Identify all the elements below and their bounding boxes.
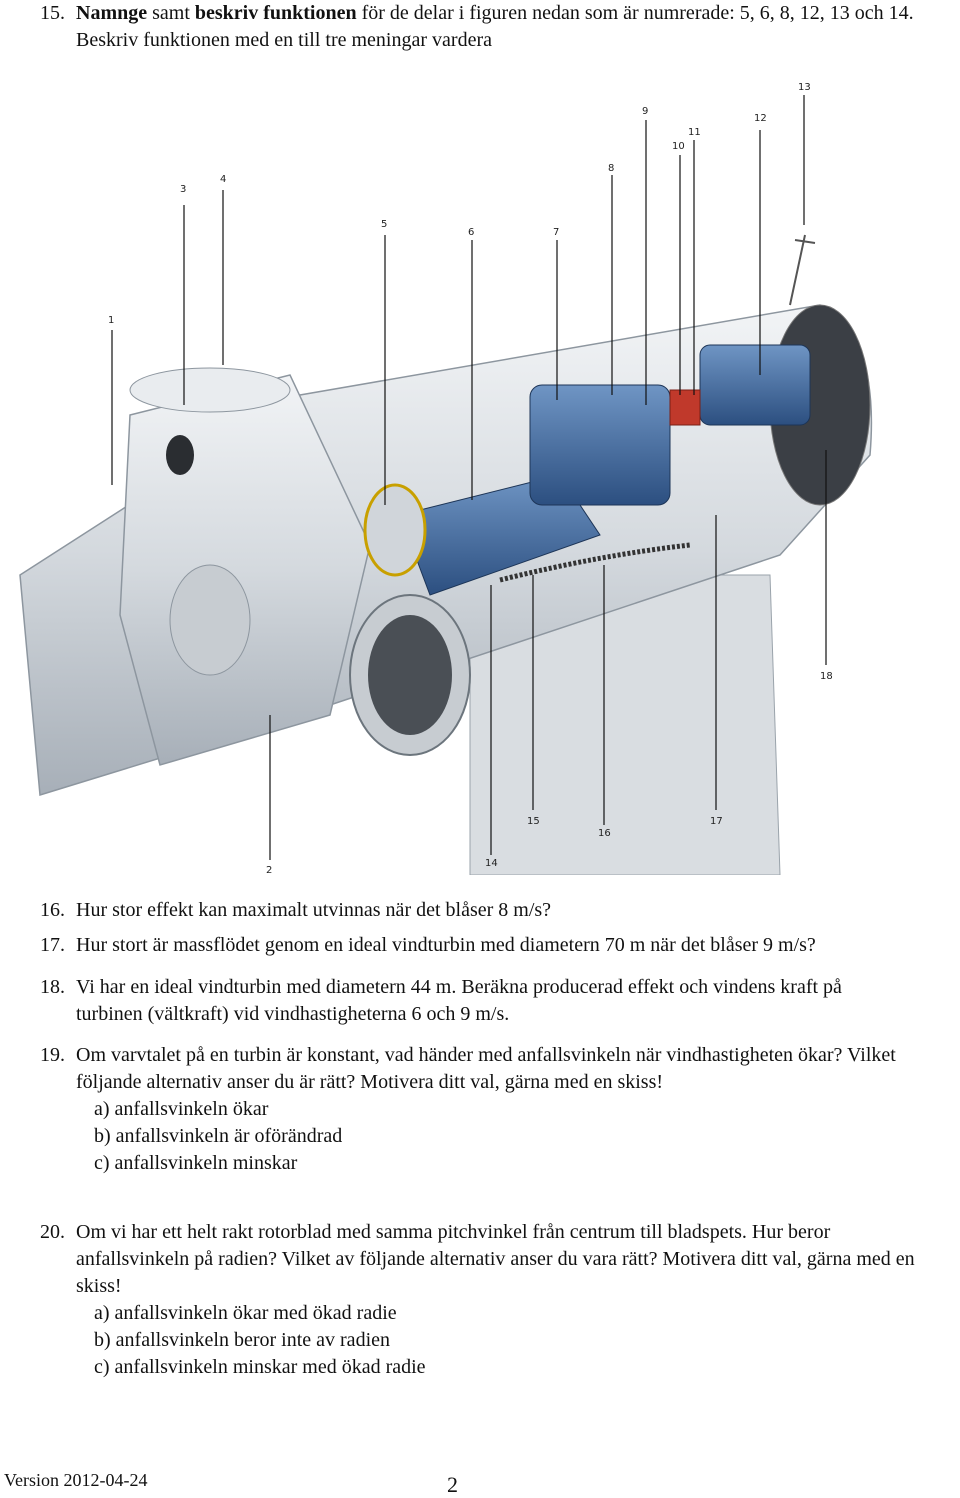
figure-label-17: 17 xyxy=(710,816,723,827)
figure-label-11: 11 xyxy=(688,127,701,138)
question-text: Vi har en ideal vindturbin med diametern 44 m. Beräkna producerad effekt och vindens kraft på turbinen (vältkraft) vid vindhastigheterna 6 och 9 m/s. xyxy=(76,976,842,1025)
figure-label-18: 18 xyxy=(820,671,833,682)
hub-flange-top xyxy=(130,368,290,412)
figure-label-10: 10 xyxy=(672,141,685,152)
question-text: Om varvtalet på en turbin är konstant, vad händer med anfallsvinkeln när vindhastigheten ökar? Vilket följande alternativ anser du är rätt? Motivera ditt val, gärna med en skiss! xyxy=(76,1044,896,1093)
question-text: Hur stort är massflödet genom en ideal vindturbin med diametern 70 m när det blåser 9 m/s? xyxy=(76,934,816,956)
hub-side-opening xyxy=(170,565,250,675)
gearbox xyxy=(530,385,670,505)
figure-label-15: 15 xyxy=(527,816,540,827)
wind-turbine-nacelle-figure xyxy=(0,75,960,875)
question-15 xyxy=(40,0,940,54)
question-16 xyxy=(40,897,551,924)
main-bearing xyxy=(365,485,425,575)
coupling xyxy=(670,390,700,425)
figure-label-12: 12 xyxy=(754,113,767,124)
question-text: Hur stor effekt kan maximalt utvinnas när det blåser 8 m/s? xyxy=(76,899,552,921)
answer-option-c: c) anfallsvinkeln minskar med ökad radie xyxy=(94,1356,426,1378)
page-number: 2 xyxy=(447,1472,458,1497)
question-18 xyxy=(40,974,900,1028)
figure-label-9: 9 xyxy=(642,106,649,117)
hub-hole xyxy=(166,435,194,475)
wind-vane xyxy=(790,235,815,305)
question-number: 16. xyxy=(40,899,65,921)
bold-term: beskriv funktionen xyxy=(194,2,357,24)
figure-label-1: 1 xyxy=(108,315,115,326)
text-segment: för de delar i figuren nedan som är numrerade: 5, 6, 8, 12, 13 och 14. Beskriv funktionen med en till tre meningar vardera xyxy=(76,2,914,51)
answer-option-b: b) anfallsvinkeln beror inte av radien xyxy=(94,1329,390,1351)
figure-label-5: 5 xyxy=(381,219,388,230)
question-number: 18. xyxy=(40,976,65,998)
question-body xyxy=(76,1042,900,1177)
figure-label-14: 14 xyxy=(485,858,498,869)
figure-label-2: 2 xyxy=(266,865,273,875)
answer-option-a: a) anfallsvinkeln ökar xyxy=(94,1098,269,1120)
question-number: 17. xyxy=(40,934,65,956)
question-number: 15. xyxy=(40,2,65,24)
text-segment: samt xyxy=(147,2,195,24)
question-number: 19. xyxy=(40,1044,65,1066)
question-text: Om vi har ett helt rakt rotorblad med samma pitchvinkel från centrum till bladspets. Hur beror anfallsvinkeln på radien? Vilket av följande alternativ anser du vara rätt? Motivera ditt val, gärna med en skiss! xyxy=(76,1221,915,1297)
figure-label-16: 16 xyxy=(598,828,611,839)
question-text xyxy=(76,0,940,54)
blade-bearing-inner xyxy=(368,615,452,735)
question-body xyxy=(76,1219,920,1381)
figure-label-13: 13 xyxy=(798,82,811,93)
answer-option-b: b) anfallsvinkeln är oförändrad xyxy=(94,1125,343,1147)
generator xyxy=(700,345,810,425)
question-number: 20. xyxy=(40,1221,65,1243)
answer-option-c: c) anfallsvinkeln minskar xyxy=(94,1152,298,1174)
figure-label-4: 4 xyxy=(220,174,227,185)
answer-option-a: a) anfallsvinkeln ökar med ökad radie xyxy=(94,1302,397,1324)
footer-version: Version 2012-04-24 xyxy=(4,1470,148,1490)
question-19 xyxy=(40,1042,900,1177)
figure-label-6: 6 xyxy=(468,227,475,238)
question-17 xyxy=(40,932,816,959)
figure-label-3: 3 xyxy=(180,184,187,195)
figure-label-8: 8 xyxy=(608,163,615,174)
figure-label-7: 7 xyxy=(553,227,560,238)
question-20 xyxy=(40,1219,920,1381)
bold-term: Namnge xyxy=(76,2,148,24)
